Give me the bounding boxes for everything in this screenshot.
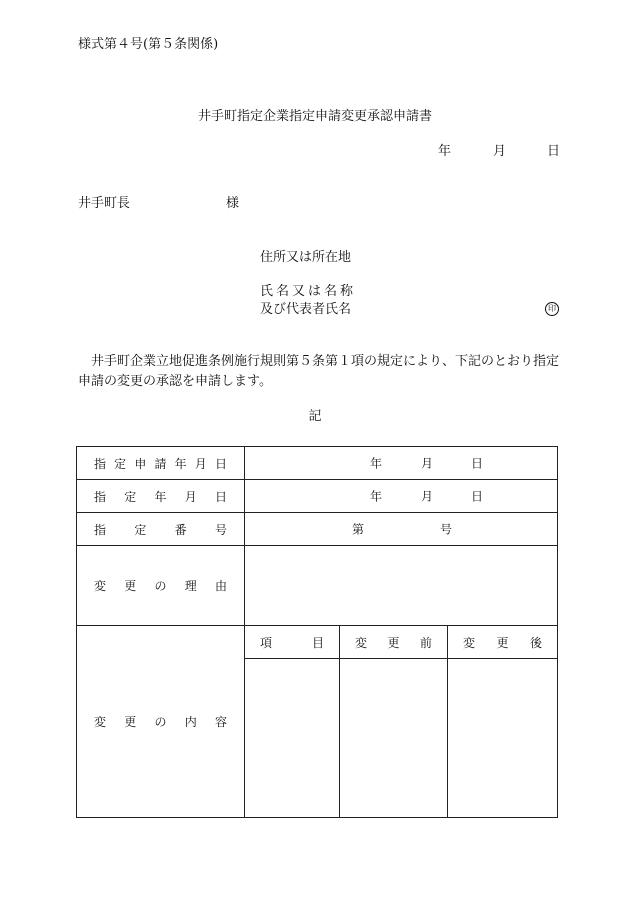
label-char: 年 — [154, 489, 167, 504]
value-day: 日 — [471, 456, 484, 471]
label-char: 指 — [94, 522, 107, 537]
label-application-date — [77, 447, 245, 480]
label-char: 番 — [174, 522, 187, 537]
value-year: 年 — [370, 489, 383, 504]
label-char: の — [154, 715, 167, 729]
label-char: 号 — [214, 522, 227, 537]
label-char: 月 — [194, 456, 207, 471]
label-char: 由 — [214, 579, 227, 593]
date-month: 月 — [493, 144, 507, 159]
label-char: の — [154, 579, 167, 593]
label-char: 日 — [214, 456, 227, 471]
value-application-date[interactable] — [245, 447, 558, 480]
address-label: 住所又は所在地 — [260, 250, 352, 265]
label-char: 定 — [124, 489, 137, 504]
value-month: 月 — [421, 456, 434, 471]
seal-mark: 印 — [545, 302, 559, 316]
label-char: 更 — [387, 635, 400, 650]
label-char: 更 — [124, 715, 137, 729]
header-after — [448, 626, 558, 659]
date-year: 年 — [438, 144, 452, 159]
value-month: 月 — [421, 489, 434, 504]
header-item — [245, 626, 340, 659]
representative-label: 及び代表者氏名 — [260, 302, 352, 317]
label-char: 後 — [530, 635, 543, 650]
label-char: 変 — [463, 635, 476, 650]
label-char: 理 — [184, 579, 197, 593]
label-change-content — [77, 626, 245, 818]
label-char: 定 — [114, 456, 127, 471]
value-change-reason[interactable] — [245, 546, 558, 626]
value-year: 年 — [370, 456, 383, 471]
table-row — [77, 480, 558, 513]
label-char: 請 — [154, 456, 167, 471]
label-char: 年 — [174, 456, 187, 471]
cell-before[interactable] — [340, 659, 448, 818]
document-title: 井手町指定企業指定申請変更承認申請書 — [197, 109, 432, 124]
table-row — [77, 447, 558, 480]
label-designation-date — [77, 480, 245, 513]
addressee-name: 井手町長 — [78, 196, 131, 211]
label-char: 目 — [311, 635, 324, 650]
cell-after[interactable] — [448, 659, 558, 818]
table-row — [77, 513, 558, 546]
label-char: 内 — [184, 715, 197, 729]
label-designation-number — [77, 513, 245, 546]
label-char: 変 — [94, 579, 107, 593]
application-table — [76, 446, 558, 818]
name-label: 氏名又は名称 — [260, 284, 357, 299]
label-char: 変 — [94, 715, 107, 729]
form-number: 様式第４号(第５条関係) — [78, 37, 219, 52]
value-designation-number[interactable] — [245, 513, 558, 546]
addressee-honorific: 様 — [226, 196, 240, 211]
label-char: 更 — [124, 579, 137, 593]
label-char: 変 — [355, 635, 368, 650]
table-row — [77, 546, 558, 626]
cell-item[interactable] — [245, 659, 340, 818]
ki-label: 記 — [308, 409, 322, 424]
label-char: 項 — [260, 635, 273, 650]
label-char: 更 — [496, 635, 509, 650]
label-char: 指 — [94, 489, 107, 504]
value-designation-date[interactable] — [245, 480, 558, 513]
label-change-reason — [77, 546, 245, 626]
value-day: 日 — [471, 489, 484, 504]
header-before — [340, 626, 448, 659]
table-row — [77, 626, 558, 659]
label-char: 容 — [214, 715, 227, 729]
label-char: 申 — [134, 456, 147, 471]
label-char: 前 — [419, 635, 432, 650]
label-char: 指 — [94, 456, 107, 471]
label-char: 月 — [184, 489, 197, 504]
value-dai: 第 — [352, 522, 365, 537]
label-char: 定 — [134, 522, 147, 537]
body-text: 井手町企業立地促進条例施行規則第５条第１項の規定により、下記のとおり指定申請の変更の承認を申請します。 — [78, 354, 560, 389]
label-char: 日 — [214, 489, 227, 504]
value-gou: 号 — [440, 522, 453, 537]
date-day: 日 — [547, 144, 561, 159]
